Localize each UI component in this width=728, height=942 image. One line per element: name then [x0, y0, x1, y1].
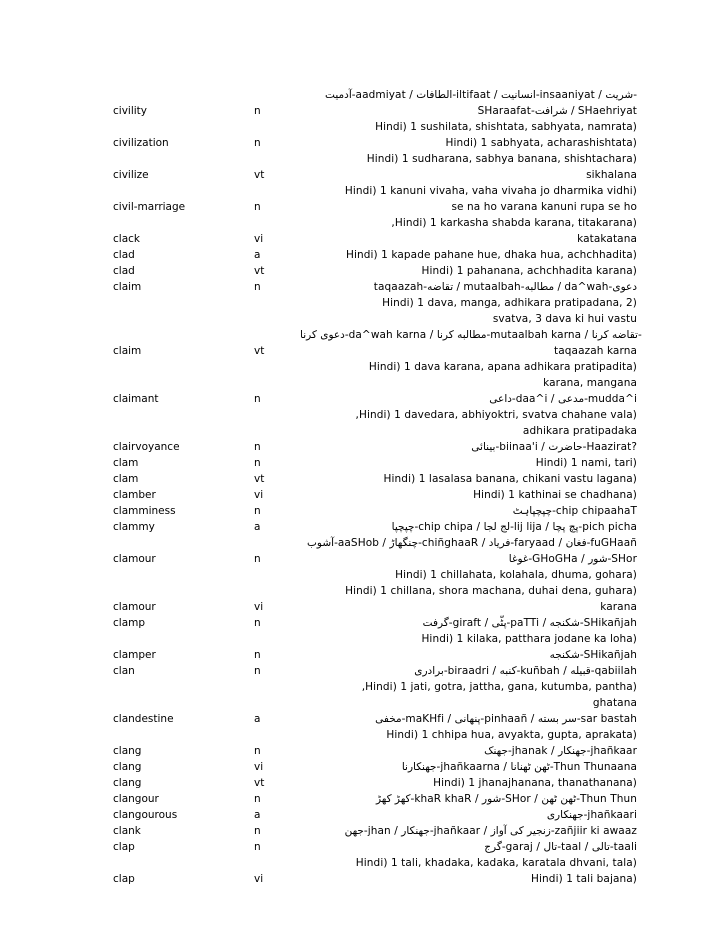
entry-word: clangourous: [113, 809, 178, 821]
dictionary-entry: [0, 871, 728, 887]
dictionary-entry: [0, 87, 728, 103]
entry-part-of-speech: vt: [254, 345, 265, 357]
dictionary-entry: [0, 839, 728, 871]
entry-word: clairvoyance: [113, 441, 180, 453]
entry-word: clank: [113, 825, 141, 837]
entry-definition: [300, 839, 637, 871]
entry-word: clamber: [113, 489, 156, 501]
definition-line: taqaazah-تقاضه / mutaalbah-مطالبه / da^wah-دعوی: [373, 281, 637, 293]
dictionary-entry: [0, 823, 728, 839]
entry-definition: [300, 615, 637, 647]
definition-line: ,Hindi) 1 jati, gotra, jattha, gana, kutumba, pantha): [361, 681, 637, 693]
dictionary-entry: [0, 471, 728, 487]
dictionary-entry: [0, 711, 728, 743]
entry-word: clam: [113, 473, 139, 485]
entry-part-of-speech: n: [254, 825, 261, 837]
entry-definition: [300, 87, 637, 103]
dictionary-entry: [0, 503, 728, 519]
entry-part-of-speech: vt: [254, 777, 265, 789]
definition-line: Hindi) 1 sabhyata, acharashishtata): [445, 137, 637, 149]
entry-word: civilization: [113, 137, 169, 149]
definition-line: SHaraafat-شرافت / SHaehriyat: [477, 105, 637, 117]
entry-word: clan: [113, 665, 135, 677]
definition-line: ,Hindi) 1 davedara, abhiyoktri, svatva chahane vala): [355, 409, 637, 421]
definition-line: چپچپاہٹ-chip chipaahaT: [512, 505, 637, 517]
dictionary-entry: [0, 263, 728, 279]
entry-word: clammy: [113, 521, 155, 533]
entry-definition: [300, 247, 637, 263]
definition-line: karana: [600, 601, 637, 613]
definition-line: جھنکاری-jhañkaari: [546, 809, 637, 821]
entry-definition: [300, 807, 637, 823]
definition-line: Hindi) 1 kathinai se chadhana): [473, 489, 637, 501]
entry-part-of-speech: a: [254, 249, 261, 261]
definition-line: مخفی-maKHfi / پنهانی-pinhaañ / سر بسته-sar bastah: [375, 713, 637, 725]
dictionary-entry: [0, 391, 728, 439]
definition-line: برادری-biraadri / کنبه-kuñbah / قبیله-qabiilah: [414, 665, 637, 677]
definition-line: Hindi) 1 chhipa hua, avyakta, gupta, aprakata): [386, 729, 637, 741]
entry-list: [0, 87, 728, 887]
definition-line: Hindi) 1 pahanana, achchhadita karana): [421, 265, 637, 277]
entry-word: clamour: [113, 601, 156, 613]
entry-word: claim: [113, 345, 142, 357]
entry-part-of-speech: n: [254, 505, 261, 517]
dictionary-entry: [0, 439, 728, 455]
entry-part-of-speech: vi: [254, 489, 264, 501]
definition-line: Hindi) 1 kapade pahane hue, dhaka hua, achchhadita): [345, 249, 637, 261]
entry-definition: [300, 759, 637, 775]
definition-line: Hindi) 1 chillana, shora machana, duhai dena, guhara): [345, 585, 637, 597]
entry-part-of-speech: a: [254, 713, 261, 725]
dictionary-entry: [0, 183, 728, 215]
definition-line: Hindi) 1 kanuni vivaha, vaha vivaha jo dharmika vidhi): [344, 185, 637, 197]
entry-word: civil-marriage: [113, 201, 186, 213]
definition-line: Hindi) 1 sudharana, sabhya banana, shishtachara): [366, 153, 637, 165]
entry-definition: [300, 279, 637, 327]
definition-line: Hindi) 1 chillahata, kolahala, dhuma, gohara): [395, 569, 637, 581]
entry-part-of-speech: n: [254, 841, 261, 853]
entry-definition: [300, 215, 637, 247]
entry-definition: [300, 503, 637, 519]
definition-line: گرفت-giraft / پٹّی-paTTi / شکنجه-SHikañjah: [422, 617, 637, 629]
entry-word: clam: [113, 457, 139, 469]
entry-part-of-speech: n: [254, 393, 261, 405]
definition-line: Hindi) 1 kilaka, patthara jodane ka loha): [421, 633, 637, 645]
entry-definition: [300, 535, 637, 583]
entry-word: clang: [113, 761, 142, 773]
entry-part-of-speech: n: [254, 105, 261, 117]
entry-part-of-speech: n: [254, 553, 261, 565]
entry-part-of-speech: n: [254, 617, 261, 629]
dictionary-entry: [0, 455, 728, 471]
entry-definition: [300, 647, 637, 663]
definition-line: svatva, 3 dava ki hui vastu: [492, 313, 637, 325]
entry-definition: [300, 791, 637, 807]
dictionary-entry: [0, 215, 728, 247]
dictionary-entry: [0, 615, 728, 647]
entry-definition: [300, 455, 637, 471]
dictionary-entry: [0, 807, 728, 823]
dictionary-entry: [0, 647, 728, 663]
definition-line: se na ho varana kanuni rupa se ho: [451, 201, 637, 213]
definition-line: شکنجه-SHikañjah: [549, 649, 637, 661]
entry-word: clad: [113, 249, 135, 261]
entry-part-of-speech: n: [254, 201, 261, 213]
definition-line: چپچپا-chip chipa / لج لجا-lij lija / پچ پچا-pich picha: [391, 521, 637, 533]
entry-definition: [300, 775, 637, 791]
dictionary-entry: [0, 583, 728, 615]
entry-word: clap: [113, 841, 135, 853]
entry-part-of-speech: n: [254, 649, 261, 661]
definition-line: کھڑ کھڑ-khaR khaR / شور-SHor / ٹھن ٹھن-Thun Thun: [375, 793, 637, 805]
entry-definition: [300, 519, 637, 535]
entry-word: civility: [113, 105, 147, 117]
entry-part-of-speech: vt: [254, 265, 265, 277]
definition-line: Hindi) 1 nami, tari): [535, 457, 637, 469]
entry-word: clack: [113, 233, 140, 245]
dictionary-entry: [0, 247, 728, 263]
definition-line: Hindi) 1 tali, khadaka, kadaka, karatala dhvani, tala): [355, 857, 637, 869]
definition-line: karana, mangana: [543, 377, 637, 389]
entry-word: clang: [113, 745, 142, 757]
entry-part-of-speech: n: [254, 441, 261, 453]
dictionary-entry: [0, 487, 728, 503]
dictionary-entry: [0, 743, 728, 759]
definition-line: Hindi) 1 sushilata, shishtata, sabhyata, namrata): [375, 121, 637, 133]
entry-definition: [300, 871, 637, 887]
entry-part-of-speech: a: [254, 521, 261, 533]
entry-part-of-speech: a: [254, 809, 261, 821]
definition-line: جھنک-jhanak / جھنکار-jhañkaar: [484, 745, 637, 757]
definition-line: ,Hindi) 1 karkasha shabda karana, titakarana): [391, 217, 637, 229]
entry-part-of-speech: vt: [254, 473, 265, 485]
entry-word: clamp: [113, 617, 146, 629]
dictionary-entry: [0, 535, 728, 583]
entry-word: clamminess: [113, 505, 176, 517]
entry-definition: [300, 135, 637, 151]
dictionary-entry: [0, 663, 728, 711]
entry-word: clandestine: [113, 713, 174, 725]
entry-part-of-speech: vi: [254, 761, 264, 773]
entry-word: clamper: [113, 649, 156, 661]
entry-word: claimant: [113, 393, 159, 405]
definition-line: جھنکارنا-jhañkaarna / ٹھن ٹھنانا-Thun Thunaana: [401, 761, 637, 773]
entry-definition: [300, 151, 637, 183]
entry-part-of-speech: vt: [254, 169, 265, 181]
entry-part-of-speech: vi: [254, 873, 264, 885]
entry-definition: [300, 823, 637, 839]
entry-part-of-speech: vi: [254, 233, 264, 245]
definition-line: Hindi) 1 dava, manga, adhikara pratipadana, 2): [382, 297, 637, 309]
entry-definition: [300, 743, 637, 759]
dictionary-entry: [0, 775, 728, 791]
definition-line: sikhalana: [586, 169, 637, 181]
entry-definition: [300, 711, 637, 743]
dictionary-entry: [0, 119, 728, 135]
definition-line: Hindi) 1 lasalasa banana, chikani vastu lagana): [383, 473, 637, 485]
entry-definition: [300, 391, 637, 439]
dictionary-entry: [0, 151, 728, 183]
definition-line: katakatana: [577, 233, 637, 245]
entry-part-of-speech: vi: [254, 601, 264, 613]
definition-line: Hindi) 1 dava karana, apana adhikara pratipadita): [368, 361, 637, 373]
definition-line: Hindi) 1 tali bajana): [531, 873, 637, 885]
entry-word: clang: [113, 777, 142, 789]
definition-line: دعوی کرنا-da^wah karna / مطالبه کرنا-mutaalbah karna / تقاضه کرنا-: [300, 329, 642, 341]
entry-word: clap: [113, 873, 135, 885]
entry-definition: [300, 327, 642, 391]
definition-line: adhikara pratipadaka: [522, 425, 637, 437]
dictionary-entry: [0, 519, 728, 535]
entry-part-of-speech: n: [254, 281, 261, 293]
entry-word: clad: [113, 265, 135, 277]
entry-definition: [300, 183, 637, 215]
entry-definition: [300, 663, 637, 711]
entry-part-of-speech: n: [254, 665, 261, 677]
definition-line: taqaazah karna: [554, 345, 637, 357]
entry-definition: [300, 103, 637, 119]
entry-word: claim: [113, 281, 142, 293]
entry-word: clamour: [113, 553, 156, 565]
entry-definition: [300, 119, 637, 135]
entry-word: clangour: [113, 793, 159, 805]
definition-line: ghatana: [592, 697, 637, 709]
entry-word: civilize: [113, 169, 149, 181]
dictionary-entry: [0, 135, 728, 151]
entry-definition: [300, 583, 637, 615]
definition-line: غوغا-GHoGHa / شور-SHor: [508, 553, 637, 565]
definition-line: داعی-daa^i / مدعی-mudda^i: [489, 393, 637, 405]
dictionary-entry: [0, 759, 728, 775]
dictionary-entry: [0, 103, 728, 119]
definition-line: Hindi) 1 jhanajhanana, thanathanana): [433, 777, 637, 789]
entry-definition: [300, 439, 637, 455]
dictionary-entry: [0, 327, 728, 391]
entry-part-of-speech: n: [254, 457, 261, 469]
entry-definition: [300, 487, 637, 503]
entry-part-of-speech: n: [254, 745, 261, 757]
definition-line: گرج-garaj / تال-taal / تالی-taali: [484, 841, 637, 853]
definition-line: آدمیت-aadmiyat / الطافات-iltifaat / انسانیت-insaaniyat / شریت-: [325, 89, 637, 101]
entry-definition: [300, 471, 637, 487]
entry-part-of-speech: n: [254, 793, 261, 805]
entry-definition: [300, 263, 637, 279]
dictionary-entry: [0, 279, 728, 327]
definition-line: جھن-jhan / جھنکار-jhañkaar / زنجیر کی آواز-zañjiir ki awaaz: [344, 825, 637, 837]
entry-part-of-speech: n: [254, 137, 261, 149]
dictionary-entry: [0, 791, 728, 807]
definition-line: بینائی-biinaa'i / حاضرت-Haazirat?: [471, 441, 637, 453]
definition-line: آشوب-aaSHob / چنگھاڑ-chiñghaaR / فریاد-faryaad / فغان-fuGHaañ: [307, 537, 637, 549]
